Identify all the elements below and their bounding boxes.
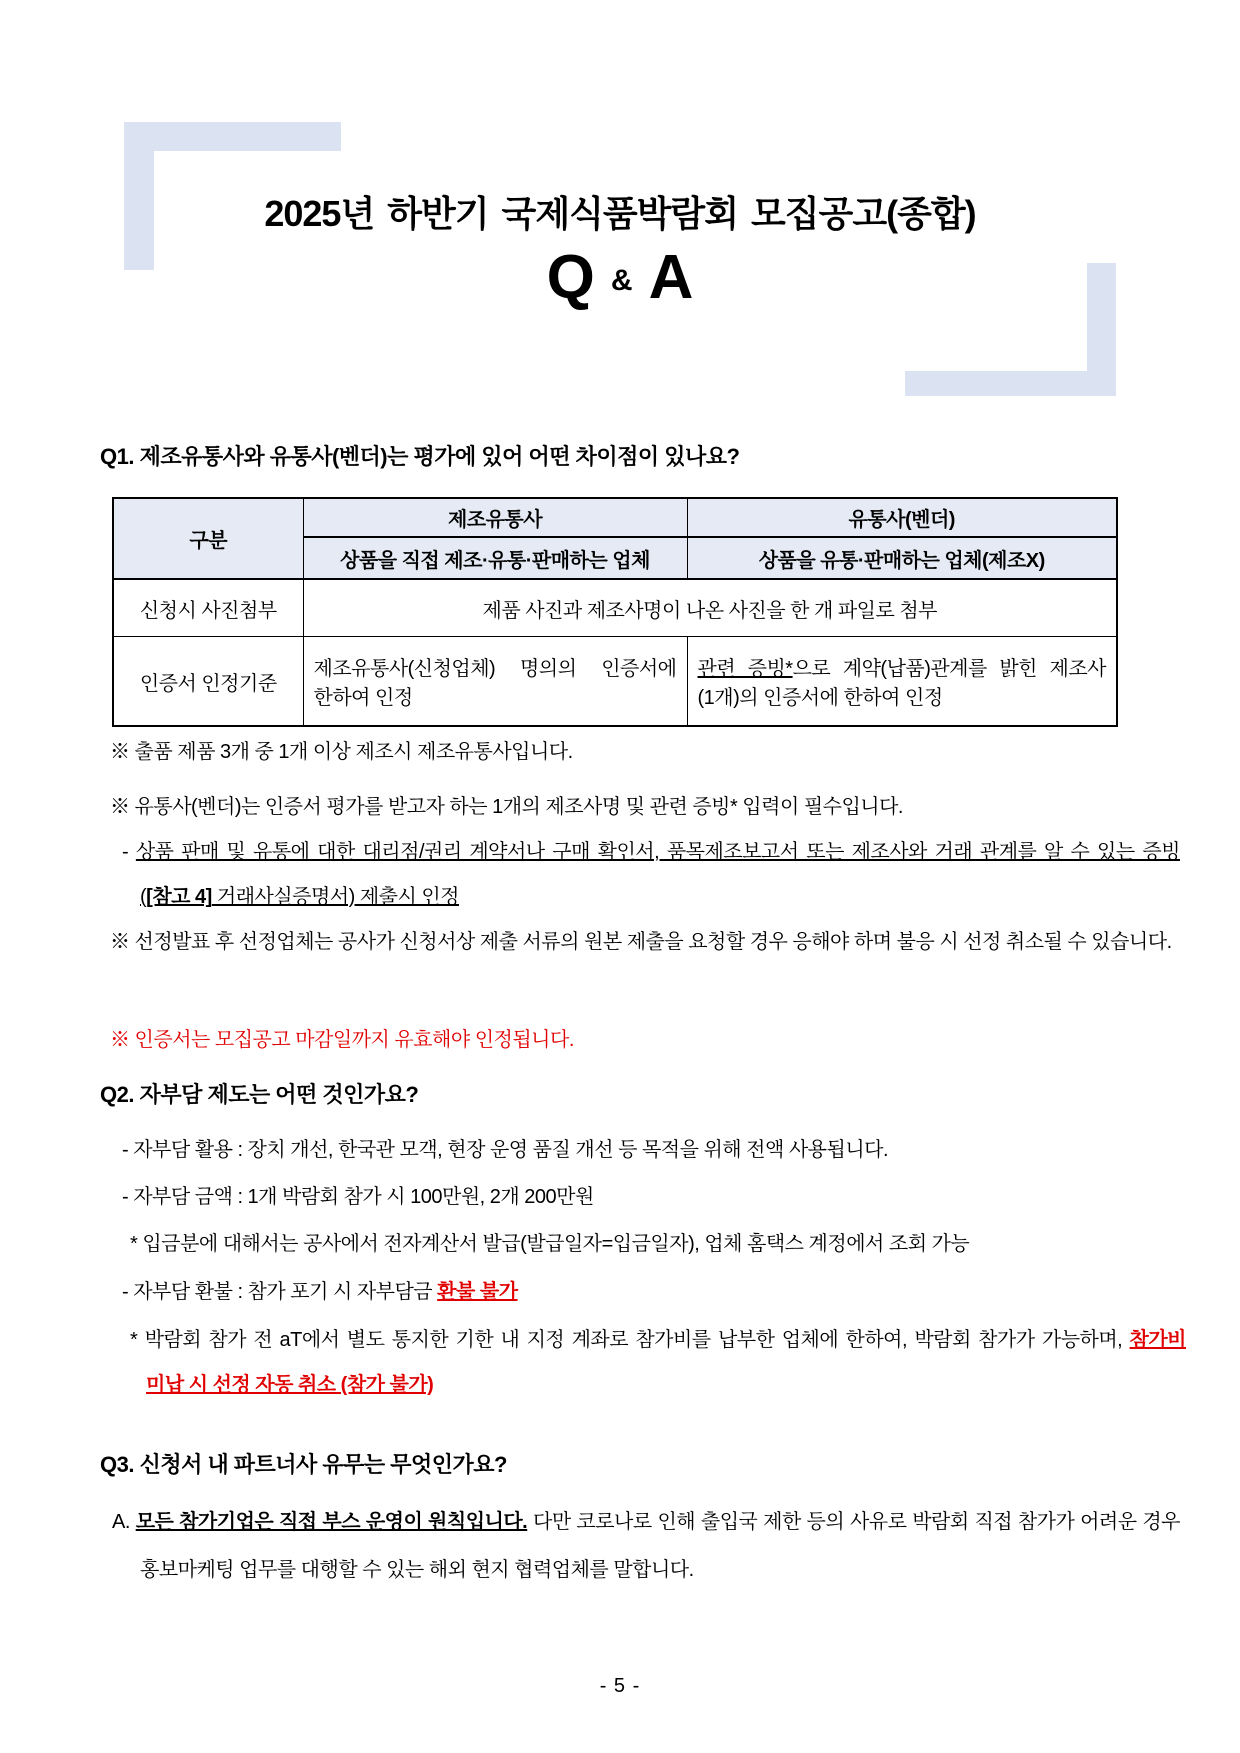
table-row-photo-attachment [113,579,1117,637]
q1-note-vendor-requirement: ※ 유통사(벤더)는 인증서 평가를 받고자 하는 1개의 제조사명 및 관련 증빙* 입력이 필수입니다. [110,796,903,818]
q3-heading: Q3. 신청서 내 파트너사 유무는 무엇인가요? [100,1452,507,1477]
q2-item-amount-text: 자부담 금액 : 1개 박람회 참가 시 100만원, 2개 200만원 [133,1186,594,1208]
q2-heading: Q2. 자부담 제도는 어떤 것인가요? [100,1082,419,1107]
col-header-manufacturer-distributor: 제조유통사 [303,498,687,537]
star-marker: * [130,1329,138,1351]
evidence-part1: 상품 판매 및 유통에 대한 대리점/권리 계약서나 구매 확인서, 품목제조보고서 또는 제조사와 거래 관계를 알 수 있는 증빙( [135,841,1180,908]
q1-note-original-documents: ※ 선정발표 후 선정업체는 공사가 신청서상 제출 서류의 원본 제출을 요청할 경우 응해야 하며 불응 시 선정 취소될 수 있습니다. [110,931,1172,953]
table-header-row-1 [113,498,1117,537]
q2-item-refund [100,1270,1180,1315]
q2-item-payment-deadline [100,1318,1186,1408]
q2-item-usage [100,1128,1180,1173]
auto-cancellation-red: 참가비 미납 시 선정 자동 취소 (참가 불가) [146,1329,1187,1396]
q1-note-manufacturer-rule: ※ 출품 제품 3개 중 1개 이상 제조시 제조유통사입니다. [110,741,573,763]
row-label-photo-attachment: 신청시 사진첨부 [113,579,303,637]
q1-note-evidence-documents [100,830,1180,920]
row-label-certificate-criteria: 인증서 인정기준 [113,637,303,727]
star-marker: * [130,1233,138,1255]
qa-letter-q: Q [546,243,595,312]
related-evidence-underlined: 관련 증빙* [697,658,793,680]
qa-ampersand: & [610,264,633,297]
q3-answer [100,1498,1180,1594]
dash-marker: - [122,841,129,863]
page-title: 2025년 하반기 국제식품박람회 모집공고(종합) [264,193,976,234]
qa-subtitle [0,238,1240,318]
q2-item-invoice [100,1222,1186,1267]
row-value-photo-attachment: 제품 사진과 제조사명이 나온 사진을 한 개 파일로 첨부 [303,579,1117,637]
q2-item-usage-text: 자부담 활용 : 장치 개선, 한국관 모객, 현장 운영 품질 개선 등 목적을 위해 전액 사용됩니다. [133,1139,889,1161]
q3-answer-bold-principle: 모든 참가기업은 직접 부스 운영이 원칙입니다. [135,1511,528,1533]
col-header-vendor: 유통사(벤더) [687,498,1117,537]
dash-marker: - [122,1281,129,1303]
q1-note-certificate-validity-red: ※ 인증서는 모집공고 마감일까지 유효해야 인정됩니다. [110,1029,574,1051]
q1-heading: Q1. 제조유통사와 유통사(벤더)는 평가에 있어 어떤 차이점이 있나요? [100,444,740,469]
page-number: - 5 - [599,1675,641,1697]
evidence-part2: 거래사실증명서) 제출시 인정 [211,886,459,908]
q3-answer-rest: 다만 코로나로 인해 출입국 제한 등의 사유로 박람회 직접 참가가 어려운 경우 홍보마케팅 업무를 대행할 수 있는 해외 현지 협력업체를 말합니다. [140,1511,1180,1581]
qa-letter-a: A [648,243,694,312]
evidence-underlined-text [136,841,1180,908]
related-evidence-rest: 으로 계약(납품)관계를 밝힌 제조사(1개)의 인증서에 한하여 인정 [697,658,1106,709]
certificate-criteria-vendor-cell [687,637,1117,727]
answer-marker: A. [112,1511,130,1533]
dash-marker: - [122,1139,129,1161]
dash-marker: - [122,1186,129,1208]
table-corner-header: 구분 [113,498,303,579]
refund-not-allowed-red: 환불 불가 [437,1281,518,1303]
col-subheader-vendor: 상품을 유통·판매하는 업체(제조X) [687,537,1117,579]
q2-item-invoice-text: 입금분에 대해서는 공사에서 전자계산서 발급(발급일자=입금일자), 업체 홈택스 계정에서 조회 가능 [142,1233,970,1255]
reference-4-bold: [참고 4] [146,886,212,908]
q2-item-refund-text: 자부담 환불 : 참가 포기 시 자부담금 [133,1281,438,1303]
col-subheader-manufacturer-distributor: 상품을 직접 제조·유통·판매하는 업체 [303,537,687,579]
q1-comparison-table [112,497,1118,727]
q2-item-amount [100,1175,1180,1220]
q2-item-payment-text: 박람회 참가 전 aT에서 별도 통지한 기한 내 지정 계좌로 참가비를 납부한 업체에 한하여, 박람회 참가가 가능하며, [144,1329,1130,1351]
table-row-certificate-criteria [113,637,1117,727]
certificate-criteria-manufacturer-cell: 제조유통사(신청업체) 명의의 인증서에 한하여 인정 [303,637,687,727]
